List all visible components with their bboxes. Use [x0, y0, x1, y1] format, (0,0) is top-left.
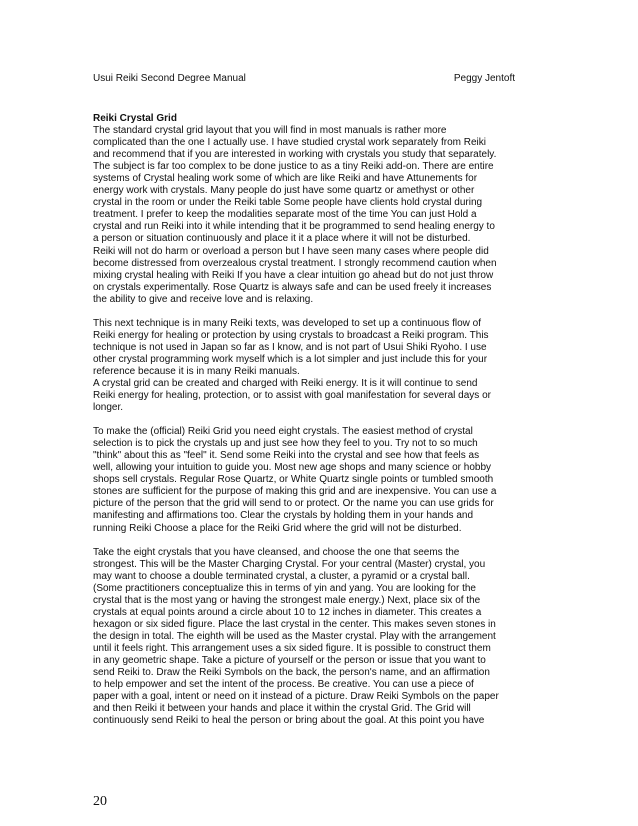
- text-line: The subject is far too complex to be done justice to as a tiny Reiki add-on. There are entire: [93, 161, 494, 173]
- text-line: may want to choose a double terminated crystal, a cluster, a pyramid or a crystal ball.: [93, 570, 470, 582]
- text-line: selection is to pick the crystals up and just see how they feel to you. Try not to so much: [93, 438, 478, 450]
- text-line: hexagon or six sided figure. Place the last crystal in the center. This makes seven stones in: [93, 618, 496, 630]
- text-line: energy work with crystals. Many people do just have some quartz or amethyst or other: [93, 185, 475, 197]
- text-line: the ability to give and receive love and is relaxing.: [93, 293, 314, 305]
- paragraph-spacer: [93, 306, 518, 318]
- paragraph-grid-technique: [93, 318, 518, 414]
- text-line: The standard crystal grid layout that you will find in most manuals is rather more: [93, 125, 447, 137]
- paragraph-grid-construction: [93, 547, 518, 728]
- text-line: until it feels right. This arrangement uses a six sided figure. It is possible to construct them: [93, 642, 491, 654]
- text-line: manifesting and affirmations too. Clear the crystals by holding them in your hands and: [93, 510, 474, 522]
- text-line: on crystals experimentally. Rose Quartz is always safe and can be used freely it increases: [93, 281, 492, 293]
- text-line: complicated than the one I actually use. I have studied crystal work separately from Reiki: [93, 137, 486, 149]
- text-line: other crystal programming work myself which is a lot simpler and just include this for your: [93, 353, 488, 365]
- text-line: send Reiki to. Draw the Reiki Symbols on the back, the person's name, and an affirmation: [93, 667, 490, 679]
- paragraph-crystal-intro: [93, 125, 518, 306]
- text-line: A crystal grid can be created and charged with Reiki energy. It is it will continue to send: [93, 377, 478, 389]
- text-line: Reiki energy for healing or protection by using crystals to broadcast a Reiki program. This: [93, 329, 489, 341]
- text-line: This next technique is in many Reiki texts, was developed to set up a continuous flow of: [93, 317, 481, 329]
- text-line: mixing crystal healing with Reiki If you have a clear intuition go ahead but do not just throw: [93, 269, 494, 281]
- header-author: Peggy Jentoft: [453, 73, 515, 84]
- text-line: crystal in the room or under the Reiki table Some people have clients hold crystal during: [93, 197, 483, 209]
- text-line: a person or situation continuously and place it it a place where it will not be disturbed.: [93, 233, 471, 245]
- text-line: To make the (official) Reiki Grid you need eight crystals. The easiest method of crystal: [93, 426, 473, 438]
- text-line: the design in total. The eighth will be used as the Master crystal. Play with the arrangement: [93, 630, 496, 642]
- header-manual-title: Usui Reiki Second Degree Manual: [93, 73, 246, 84]
- text-line: stones are sufficient for the purpose of making this grid and are inexpensive. You can use a: [93, 486, 497, 498]
- text-line: Reiki will not do harm or overload a person but I have seen many cases where people did: [93, 245, 489, 257]
- text-line: picture of the person that the grid will send to or protect. Or the name you can use grids for: [93, 498, 494, 510]
- text-line: in any geometric shape. Take a picture of yourself or the person or issue that you want to: [93, 654, 486, 666]
- text-line: Take the eight crystals that you have cleansed, and choose the one that seems the: [93, 546, 460, 558]
- text-line: systems of Crystal healing work some of which are like Reiki and have Attunements for: [93, 173, 478, 185]
- text-line: crystal that is the most yang or having the strongest male energy.) Next, place six of the: [93, 594, 481, 606]
- text-line: treatment. I prefer to keep the modalities separate most of the time You can just Hold a: [93, 209, 477, 221]
- text-line: strongest. This will be the Master Charging Crystal. For your central (Master) crystal, you: [93, 558, 486, 570]
- text-line: become distressed from overzealous crystal treatment. I strongly recommend caution when: [93, 257, 497, 269]
- text-line: well, allowing your intuition to guide you. Most new age shops and many science or hobby: [93, 462, 492, 474]
- text-line: and then Reiki it between your hands and place it within the crystal Grid. The Grid will: [93, 703, 471, 715]
- paragraph-spacer: [93, 535, 518, 547]
- text-line: crystal and run Reiki into it while intending that it be programmed to send healing energy to: [93, 221, 495, 233]
- text-line: longer.: [93, 402, 124, 414]
- text-line: "think" about this as "feel" it. Send some Reiki into the crystal and see how that feels as: [93, 450, 480, 462]
- page-number: 20: [93, 794, 107, 809]
- text-line: (Some practitioners conceptualize this in terms of yin and yang. You are looking for the: [93, 582, 476, 594]
- text-line: technique is not used in Japan so far as I know, and is not part of Usui Shiki Ryoho. I use: [93, 341, 487, 353]
- section-title: Reiki Crystal Grid: [93, 113, 177, 124]
- paragraph-crystal-selection: [93, 426, 518, 534]
- text-line: reference because it is in many Reiki manuals.: [93, 365, 300, 377]
- text-line: running Reiki Choose a place for the Reiki Grid where the grid will not be disturbed.: [93, 522, 462, 534]
- text-line: paper with a goal, intent or need on it instead of a picture. Draw Reiki Symbols on the paper: [93, 691, 499, 703]
- text-line: and recommend that if you are interested in working with crystals you study that separately.: [93, 149, 497, 161]
- text-line: continuously send Reiki to heal the person or bring about the goal. At this point you have: [93, 715, 485, 727]
- text-line: shops sell crystals. Regular Rose Quartz, or White Quartz single points or tumbled smooth: [93, 474, 494, 486]
- text-line: to help empower and set the intent of the process. Be creative. You can use a piece of: [93, 679, 474, 691]
- text-line: crystals at equal points around a circle about 10 to 12 inches in diameter. This creates a: [93, 606, 482, 618]
- text-line: Reiki energy for healing, protection, or to assist with goal manifestation for several days or: [93, 390, 491, 402]
- document-body: [93, 113, 518, 727]
- paragraph-spacer: [93, 414, 518, 426]
